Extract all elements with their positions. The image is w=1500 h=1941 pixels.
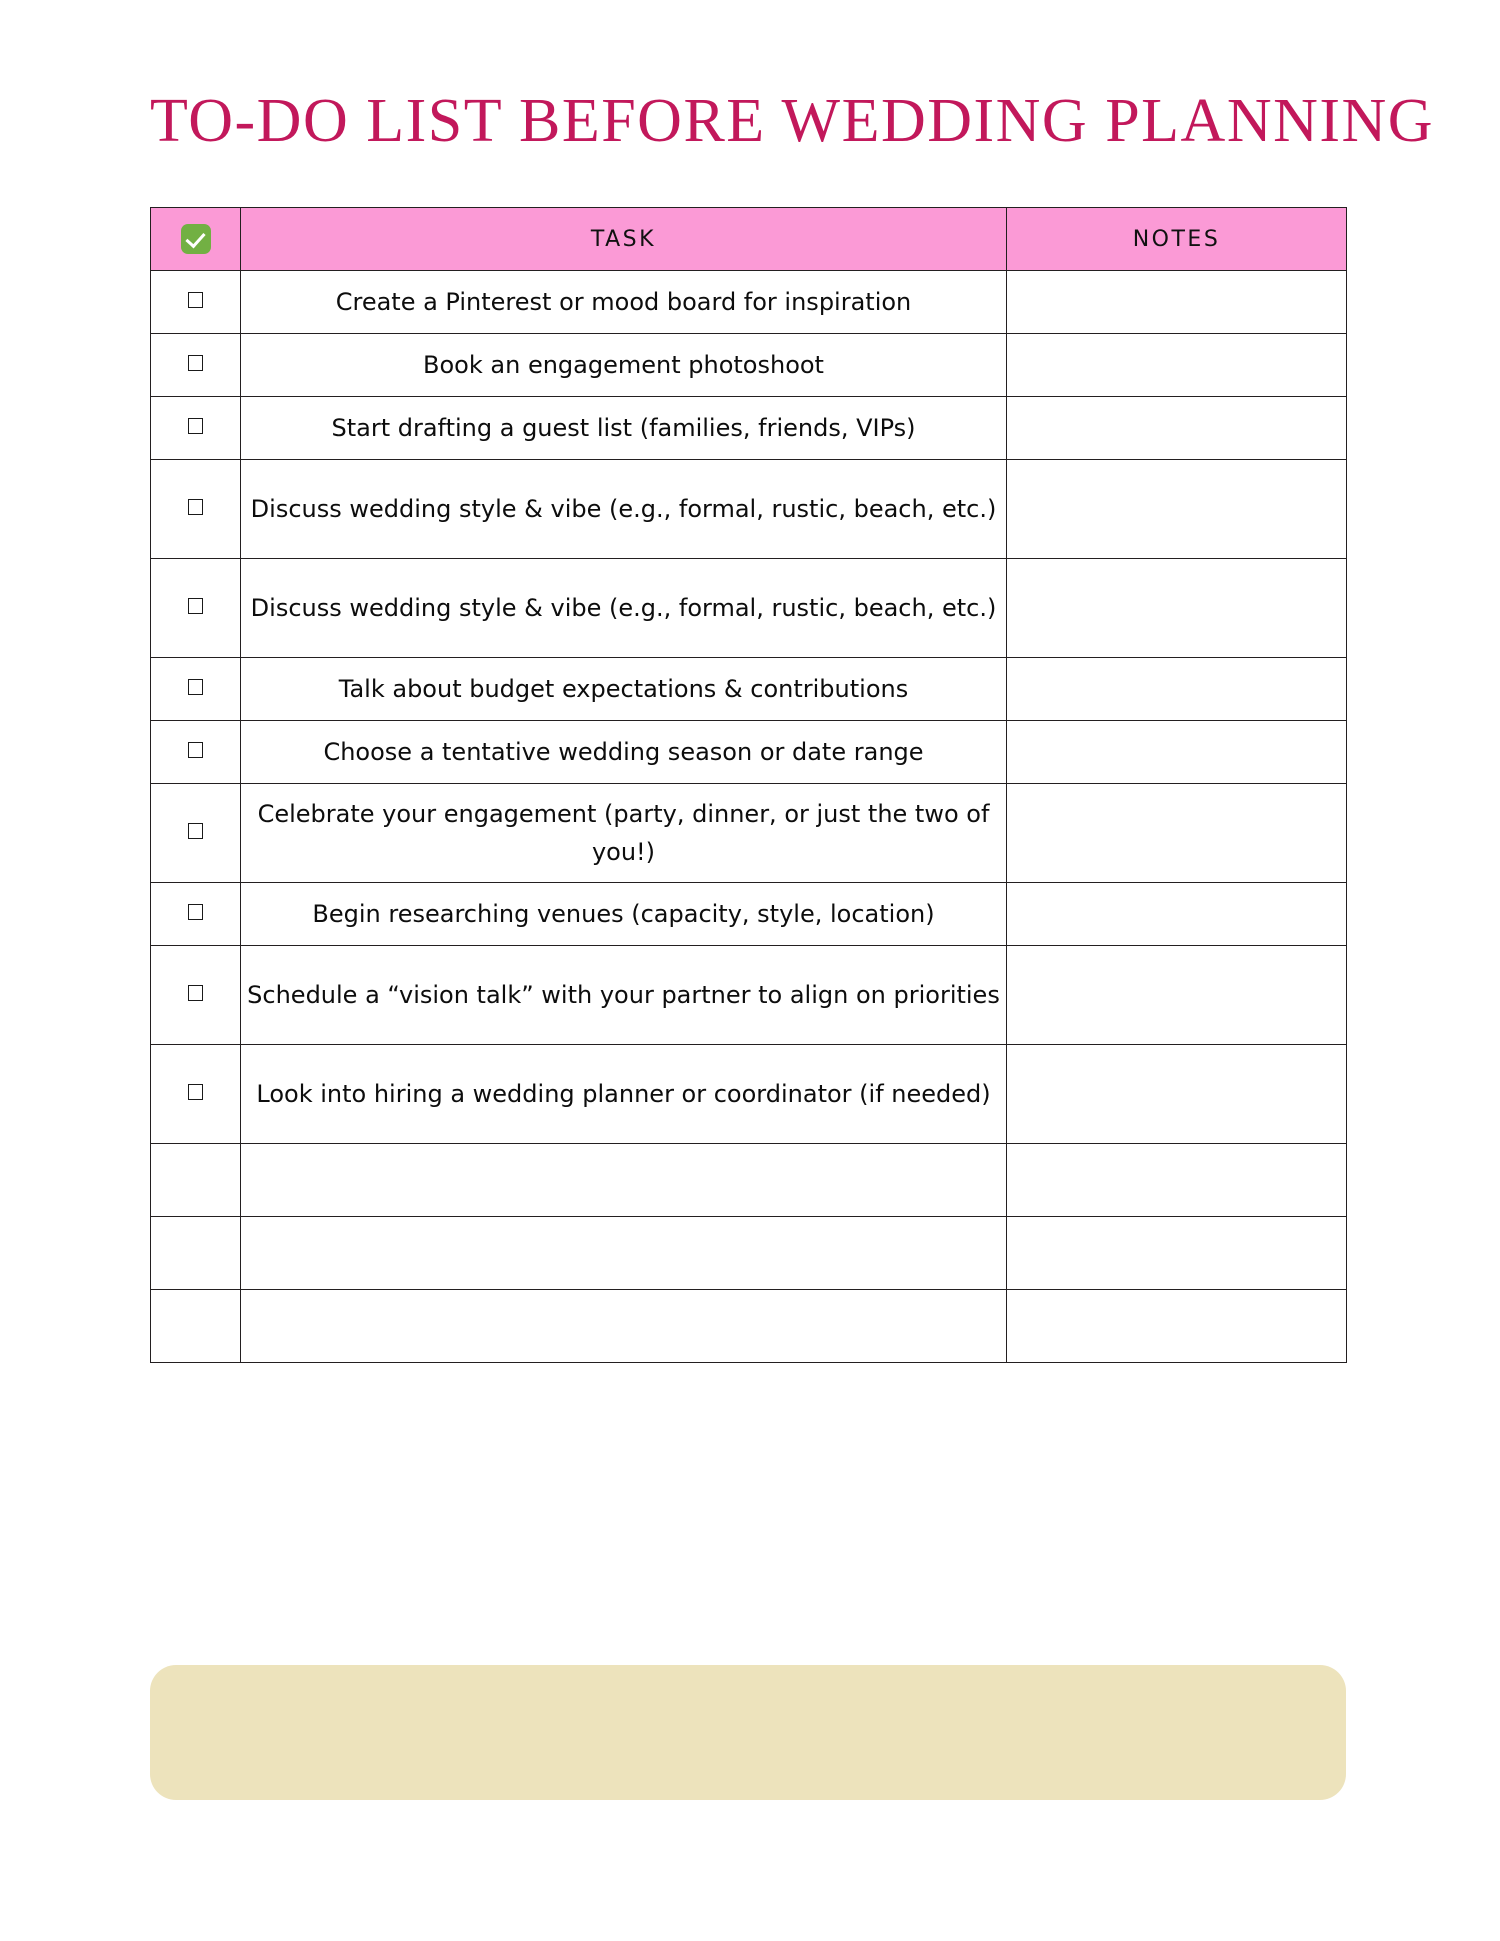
table-row <box>151 883 1347 946</box>
checkbox-icon[interactable] <box>188 292 203 308</box>
notes-panel[interactable] <box>150 1665 1346 1800</box>
notes-cell[interactable] <box>1007 721 1347 784</box>
notes-cell[interactable] <box>1007 1290 1347 1363</box>
notes-cell[interactable] <box>1007 460 1347 559</box>
notes-cell[interactable] <box>1007 559 1347 658</box>
table-row <box>151 397 1347 460</box>
checkbox-icon[interactable] <box>188 742 203 758</box>
task-text-cell: Talk about budget expectations & contributions <box>241 658 1007 721</box>
task-text-cell <box>241 1290 1007 1363</box>
task-text-cell <box>241 1217 1007 1290</box>
task-text-cell <box>241 1144 1007 1217</box>
table-row <box>151 1217 1347 1290</box>
table-row <box>151 1144 1347 1217</box>
task-checkbox-cell[interactable] <box>151 721 241 784</box>
green-check-icon <box>181 224 211 254</box>
notes-cell[interactable] <box>1007 883 1347 946</box>
header-row <box>151 208 1347 271</box>
checkbox-icon[interactable] <box>188 823 203 839</box>
table-row <box>151 784 1347 883</box>
task-text-cell: Celebrate your engagement (party, dinner, or just the two of you!) <box>241 784 1007 883</box>
task-checkbox-cell[interactable] <box>151 1045 241 1144</box>
page-title: TO-DO LIST BEFORE WEDDING PLANNING <box>150 87 1435 155</box>
notes-cell[interactable] <box>1007 1045 1347 1144</box>
checkbox-icon[interactable] <box>188 904 203 920</box>
table-row <box>151 946 1347 1045</box>
notes-cell[interactable] <box>1007 1144 1347 1217</box>
task-text-cell: Book an engagement photoshoot <box>241 334 1007 397</box>
task-checkbox-cell[interactable] <box>151 460 241 559</box>
notes-cell[interactable] <box>1007 1217 1347 1290</box>
notes-cell[interactable] <box>1007 658 1347 721</box>
table-row <box>151 1045 1347 1144</box>
checkbox-icon[interactable] <box>188 499 203 515</box>
table-body <box>151 271 1347 1363</box>
checkbox-icon[interactable] <box>188 598 203 614</box>
task-text-cell: Discuss wedding style & vibe (e.g., formal, rustic, beach, etc.) <box>241 460 1007 559</box>
task-checkbox-cell[interactable] <box>151 946 241 1045</box>
task-text-cell: Choose a tentative wedding season or date range <box>241 721 1007 784</box>
task-text-cell: Look into hiring a wedding planner or coordinator (if needed) <box>241 1045 1007 1144</box>
task-text-cell: Begin researching venues (capacity, style, location) <box>241 883 1007 946</box>
todo-table <box>150 207 1347 1363</box>
table-row <box>151 658 1347 721</box>
table-row <box>151 334 1347 397</box>
task-text-cell: Create a Pinterest or mood board for inspiration <box>241 271 1007 334</box>
task-text-cell: Start drafting a guest list (families, friends, VIPs) <box>241 397 1007 460</box>
task-checkbox-cell[interactable] <box>151 334 241 397</box>
task-text-cell: Discuss wedding style & vibe (e.g., formal, rustic, beach, etc.) <box>241 559 1007 658</box>
todo-table-container <box>150 207 1346 1363</box>
table-row <box>151 460 1347 559</box>
table-row <box>151 271 1347 334</box>
table-row <box>151 559 1347 658</box>
checkbox-icon[interactable] <box>188 985 203 1001</box>
header-cell-notes: NOTES <box>1007 208 1347 271</box>
table-row <box>151 1290 1347 1363</box>
checkbox-icon[interactable] <box>188 679 203 695</box>
task-checkbox-cell[interactable] <box>151 658 241 721</box>
task-checkbox-cell[interactable] <box>151 1144 241 1217</box>
task-text-cell: Schedule a “vision talk” with your partner to align on priorities <box>241 946 1007 1045</box>
task-checkbox-cell[interactable] <box>151 1217 241 1290</box>
checkbox-icon[interactable] <box>188 418 203 434</box>
task-checkbox-cell[interactable] <box>151 1290 241 1363</box>
header-cell-task: TASK <box>241 208 1007 271</box>
notes-cell[interactable] <box>1007 946 1347 1045</box>
header-cell-check <box>151 208 241 271</box>
task-checkbox-cell[interactable] <box>151 271 241 334</box>
notes-cell[interactable] <box>1007 271 1347 334</box>
task-checkbox-cell[interactable] <box>151 784 241 883</box>
notes-cell[interactable] <box>1007 397 1347 460</box>
table-header <box>151 208 1347 271</box>
notes-cell[interactable] <box>1007 784 1347 883</box>
task-checkbox-cell[interactable] <box>151 397 241 460</box>
checkbox-icon[interactable] <box>188 1084 203 1100</box>
task-checkbox-cell[interactable] <box>151 559 241 658</box>
notes-cell[interactable] <box>1007 334 1347 397</box>
checkbox-icon[interactable] <box>188 355 203 371</box>
task-checkbox-cell[interactable] <box>151 883 241 946</box>
table-row <box>151 721 1347 784</box>
